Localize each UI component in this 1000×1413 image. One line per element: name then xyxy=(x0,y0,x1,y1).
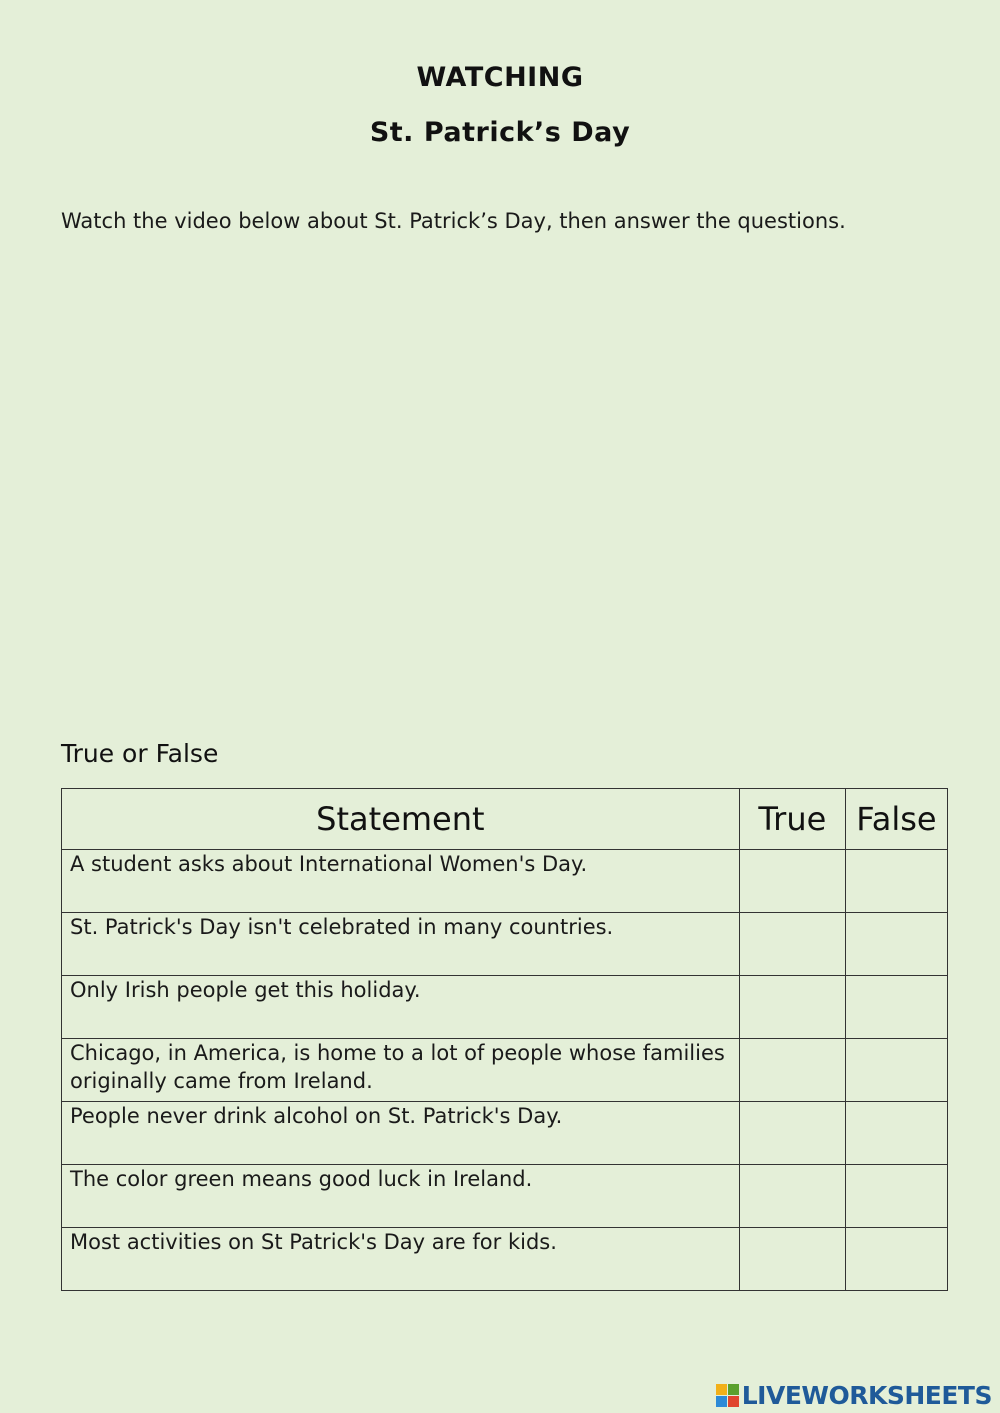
statement-text: Only Irish people get this holiday. xyxy=(70,978,421,1002)
false-answer-box[interactable] xyxy=(845,976,947,1039)
logo-square xyxy=(716,1384,727,1395)
false-answer-box[interactable] xyxy=(845,850,947,913)
table-row xyxy=(62,1102,948,1165)
table-row xyxy=(62,1039,948,1102)
statement-text: The color green means good luck in Ireland. xyxy=(70,1167,533,1191)
false-answer-box[interactable] xyxy=(845,1102,947,1165)
statement-cell xyxy=(62,976,740,1039)
logo-square xyxy=(728,1396,739,1407)
false-answer-box[interactable] xyxy=(845,1039,947,1102)
table-row xyxy=(62,913,948,976)
table-row xyxy=(62,850,948,913)
statement-text: A student asks about International Women's Day. xyxy=(70,852,588,876)
true-false-table xyxy=(61,788,948,1291)
false-answer-box[interactable] xyxy=(845,1228,947,1291)
true-answer-box[interactable] xyxy=(739,976,845,1039)
statement-cell xyxy=(62,1039,740,1102)
true-answer-box[interactable] xyxy=(739,1102,845,1165)
table-row xyxy=(62,1165,948,1228)
logo-square xyxy=(716,1396,727,1407)
true-answer-box[interactable] xyxy=(739,850,845,913)
true-answer-box[interactable] xyxy=(739,1165,845,1228)
table-header-row xyxy=(62,789,948,850)
logo-square xyxy=(728,1384,739,1395)
statement-cell xyxy=(62,1102,740,1165)
table-row xyxy=(62,976,948,1039)
statement-cell xyxy=(62,1228,740,1291)
header-true: True xyxy=(739,789,845,850)
header-false: False xyxy=(845,789,947,850)
true-answer-box[interactable] xyxy=(739,1228,845,1291)
section-heading-true-false: True or False xyxy=(61,739,219,768)
statement-text: Chicago, in America, is home to a lot of people whose families originally came from Ireland. xyxy=(70,1041,725,1093)
statement-cell xyxy=(62,913,740,976)
header-statement: Statement xyxy=(62,789,740,850)
instructions-text: Watch the video below about St. Patrick’s Day, then answer the questions. xyxy=(61,209,846,233)
statement-text: St. Patrick's Day isn't celebrated in many countries. xyxy=(70,915,614,939)
statement-text: People never drink alcohol on St. Patrick's Day. xyxy=(70,1104,563,1128)
table-row xyxy=(62,1228,948,1291)
liveworksheets-logo-text: LIVEWORKSHEETS xyxy=(741,1380,992,1410)
liveworksheets-logo xyxy=(716,1381,992,1409)
false-answer-box[interactable] xyxy=(845,1165,947,1228)
statement-text: Most activities on St Patrick's Day are for kids. xyxy=(70,1230,557,1254)
statement-cell xyxy=(62,1165,740,1228)
page-title: WATCHING xyxy=(416,62,584,93)
liveworksheets-logo-icon xyxy=(716,1384,739,1407)
page-subtitle: St. Patrick’s Day xyxy=(369,117,631,148)
statement-cell xyxy=(62,850,740,913)
false-answer-box[interactable] xyxy=(845,913,947,976)
true-answer-box[interactable] xyxy=(739,913,845,976)
true-answer-box[interactable] xyxy=(739,1039,845,1102)
